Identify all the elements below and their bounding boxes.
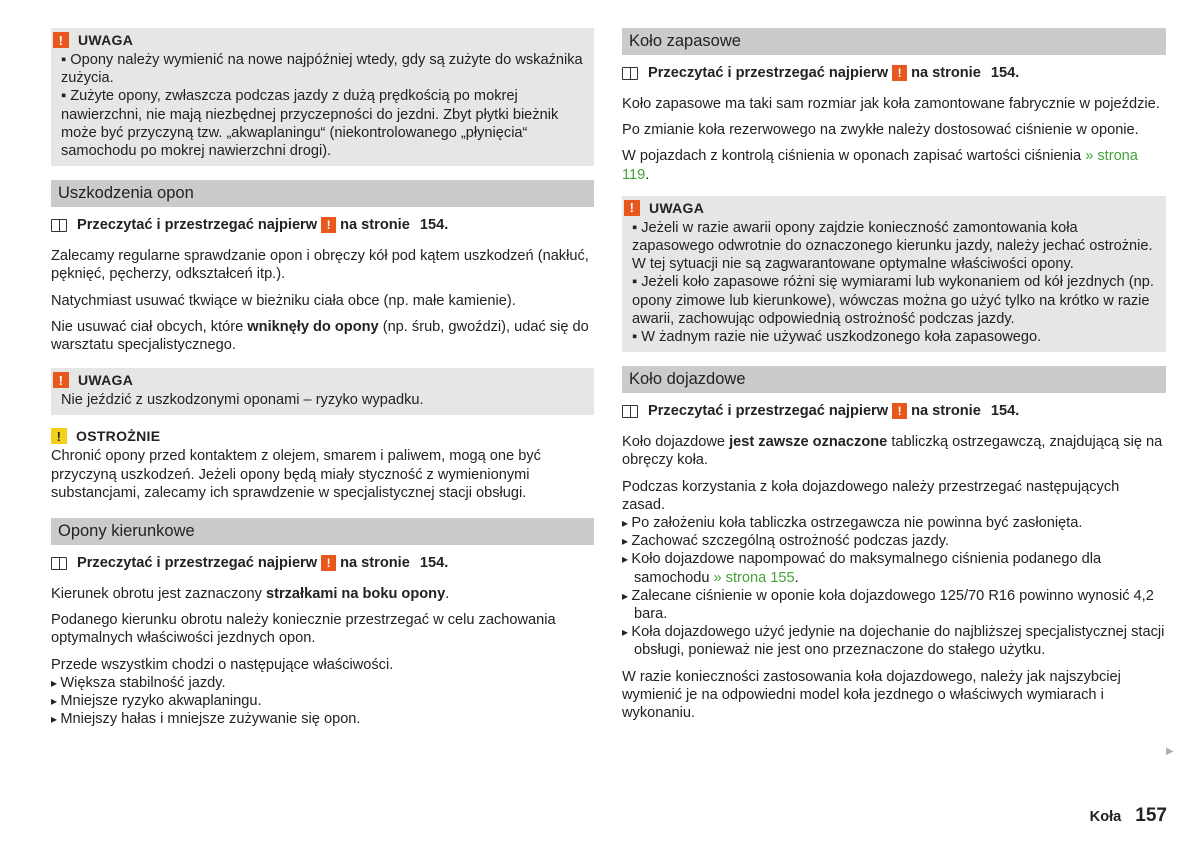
read-first-page: 154. bbox=[419, 217, 449, 234]
page-number: 157 bbox=[1135, 805, 1167, 826]
warning-icon: ! bbox=[624, 200, 640, 216]
book-icon bbox=[622, 67, 638, 80]
read-first-note bbox=[51, 555, 594, 571]
paragraph: Podczas korzystania z koła dojazdowego należy przestrzegać następujących zasad. bbox=[622, 478, 1120, 513]
read-first-page: 154. bbox=[419, 555, 449, 572]
text-run: (np. śrub, gwoździ), udać się do warsztatu specjalistycznego. bbox=[51, 318, 589, 354]
bullet-item: ▸ Większa stabilność jazdy. bbox=[51, 674, 594, 692]
section-heading-tyre-damage: Uszkodzenia opon bbox=[51, 180, 594, 207]
bullet-item: ▸ Zachować szczególną ostrożność podczas jazdy. bbox=[622, 532, 1166, 550]
warning-box-spare-wheel bbox=[622, 196, 1166, 352]
read-first-text: Przeczytać i przestrzegać najpierw bbox=[77, 217, 318, 234]
warning-icon: ! bbox=[892, 65, 907, 81]
bullet-item: ▸ Mniejszy hałas i mniejsze zużywanie się opon. bbox=[51, 710, 594, 728]
emphasis: wniknęły do opony bbox=[247, 318, 379, 335]
warning-title: UWAGA bbox=[649, 199, 705, 216]
paragraph: Zalecamy regularne sprawdzanie opon i obręczy kół pod kątem uszkodzeń (nakłuć, pęknięć, pęcherzy, odkształceń itp.). bbox=[51, 248, 589, 283]
read-first-text: Przeczytać i przestrzegać najpierw bbox=[648, 65, 889, 81]
warning-icon: ! bbox=[321, 217, 336, 233]
warning-item: ▪ Jeżeli w razie awarii opony zajdzie konieczność zamontowania koła zapasowego odwrotnie do oznaczonego kierunku jazdy, należy jechać ostrożnie. W tej sytuacji nie są zagwarantowane optymalne właściwości opony. bbox=[632, 219, 1156, 274]
bullet-item: ▸ Koła dojazdowego użyć jedynie na dojechanie do najbliższej specjalistycznej stacji obsługi, ponieważ nie jest ono przeznaczone do stałego użytku. bbox=[622, 623, 1166, 659]
warning-item: ▪ W żadnym razie nie używać uszkodzonego koła zapasowego. bbox=[632, 328, 1156, 346]
warning-header bbox=[53, 32, 584, 48]
warning-icon: ! bbox=[53, 372, 69, 388]
paragraph: Koło zapasowe ma taki sam rozmiar jak koła zamontowane fabrycznie w pojeździe. bbox=[622, 96, 1160, 112]
paragraph bbox=[622, 147, 1166, 183]
section-heading-spare-wheel: Koło zapasowe bbox=[622, 28, 1166, 55]
text-run: . bbox=[445, 586, 450, 603]
book-icon bbox=[622, 405, 638, 418]
read-first-suffix: na stronie bbox=[911, 65, 981, 81]
read-first-suffix: na stronie bbox=[340, 217, 410, 234]
paragraph bbox=[622, 433, 1166, 469]
book-icon bbox=[51, 557, 67, 570]
paragraph bbox=[51, 585, 594, 603]
text-run: Koło dojazdowe napompować do maksymalnego ciśnienia podanego dla samochodu bbox=[631, 551, 1102, 586]
page-link[interactable]: » strona 119 bbox=[622, 148, 1138, 183]
warning-icon: ! bbox=[53, 32, 69, 48]
bullet-item: ▸ Po założeniu koła tabliczka ostrzegawcza nie powinna być zasłonięta. bbox=[622, 514, 1166, 532]
paragraph bbox=[51, 318, 594, 354]
left-column bbox=[51, 28, 594, 728]
warning-header bbox=[624, 200, 1156, 216]
warning-box-damaged-tyres bbox=[51, 368, 594, 415]
paragraph: Natychmiast usuwać tkwiące w bieżniku ciała obce (np. małe kamienie). bbox=[51, 292, 516, 309]
read-first-page: 154. bbox=[990, 403, 1020, 420]
read-first-note bbox=[51, 217, 594, 233]
footer-section: Koła bbox=[1089, 809, 1122, 825]
read-first-note bbox=[622, 65, 1166, 81]
paragraph: W razie konieczności zastosowania koła dojazdowego, należy jak najszybciej wymienić je na odpowiedni model koła jezdnego o właściwych wymiarach i wykonaniu. bbox=[622, 668, 1121, 722]
caution-box bbox=[51, 428, 594, 502]
warning-icon: ! bbox=[892, 403, 907, 419]
text-run: Koło dojazdowe bbox=[622, 434, 730, 451]
section-heading-temporary-spare: Koło dojazdowe bbox=[622, 366, 1166, 393]
text-run: Nie usuwać ciał obcych, które bbox=[51, 318, 248, 335]
read-first-note bbox=[622, 403, 1166, 419]
paragraph: Podanego kierunku obrotu należy koniecznie przestrzegać w celu zachowania optymalnych właściwości jezdnych opon. bbox=[51, 612, 556, 647]
caution-header bbox=[51, 428, 594, 444]
warning-item: ▪ Jeżeli koło zapasowe różni się wymiarami lub wykonaniem od kół jezdnych (np. opony zimowe lub kierunkowe), wówczas można go użyć tylko na krótko w razie awarii, zachowując odpowiednią ostrożność podczas jazdy. bbox=[632, 273, 1156, 328]
text-run: Kierunek obrotu jest zaznaczony bbox=[51, 586, 266, 603]
warning-icon: ! bbox=[321, 555, 336, 571]
text-run: W pojazdach z kontrolą ciśnienia w oponach zapisać wartości ciśnienia bbox=[622, 148, 1086, 165]
read-first-page: 154. bbox=[990, 65, 1020, 81]
read-first-text: Przeczytać i przestrzegać najpierw bbox=[77, 555, 318, 572]
page-link[interactable]: » strona 155 bbox=[713, 569, 795, 586]
caution-text: Chronić opony przed kontaktem z olejem, smarem i paliwem, mogą one być przyczyną uszkodzeń. Jeżeli opony będą miały styczność z wymienionymi substancjami, zalecamy ich sprawdzenie w specjalistycznej stacji obsługi. bbox=[51, 448, 541, 501]
read-first-suffix: na stronie bbox=[340, 555, 410, 572]
text-run: . bbox=[645, 166, 650, 183]
text-run: . bbox=[794, 569, 799, 586]
bullet-item bbox=[622, 550, 1166, 586]
read-first-suffix: na stronie bbox=[911, 403, 981, 420]
warning-title: UWAGA bbox=[78, 32, 134, 48]
page-footer bbox=[1090, 805, 1167, 827]
paragraph: Przede wszystkim chodzi o następujące właściwości. bbox=[51, 656, 394, 673]
warning-box-tyre-wear bbox=[51, 28, 594, 166]
bullet-item: ▸ Zalecane ciśnienie w oponie koła dojazdowego 125/70 R16 powinno wynosić 4,2 bara. bbox=[622, 587, 1166, 623]
emphasis: jest zawsze oznaczone bbox=[729, 434, 888, 451]
warning-text: Nie jeździć z uszkodzonymi oponami – ryzyko wypadku. bbox=[61, 392, 424, 409]
bullet-item: ▸ Mniejsze ryzyko akwaplaningu. bbox=[51, 692, 594, 710]
continue-arrow-icon: ▶ bbox=[1166, 746, 1174, 757]
book-icon bbox=[51, 219, 67, 232]
right-column bbox=[622, 28, 1166, 730]
warning-item: ▪ Zużyte opony, zwłaszcza podczas jazdy z dużą prędkością po mokrej nawierzchni, nie mają niezbędnej przyczepności do jezdni. Zbyt płytki bieżnik może być przyczyną tzw. „akwaplaningu“ (niekontrolowanego „płynięcia“ samochodu po mokrej nawierzchni drogi). bbox=[61, 87, 584, 160]
warning-item: ▪ Opony należy wymienić na nowe najpóźniej wtedy, gdy są zużyte do wskaźnika zużycia. bbox=[61, 51, 584, 87]
caution-title: OSTROŻNIE bbox=[76, 428, 161, 445]
section-heading-directional-tyres: Opony kierunkowe bbox=[51, 518, 594, 545]
caution-icon: ! bbox=[51, 428, 67, 444]
warning-title: UWAGA bbox=[78, 372, 134, 389]
warning-header bbox=[53, 372, 584, 388]
paragraph: Po zmianie koła rezerwowego na zwykłe należy dostosować ciśnienie w oponie. bbox=[622, 122, 1139, 139]
read-first-text: Przeczytać i przestrzegać najpierw bbox=[648, 403, 889, 420]
emphasis: strzałkami na boku opony bbox=[265, 586, 446, 603]
text-run: tabliczką ostrzegawczą, znajdującą się na obręczy koła. bbox=[622, 434, 1163, 469]
